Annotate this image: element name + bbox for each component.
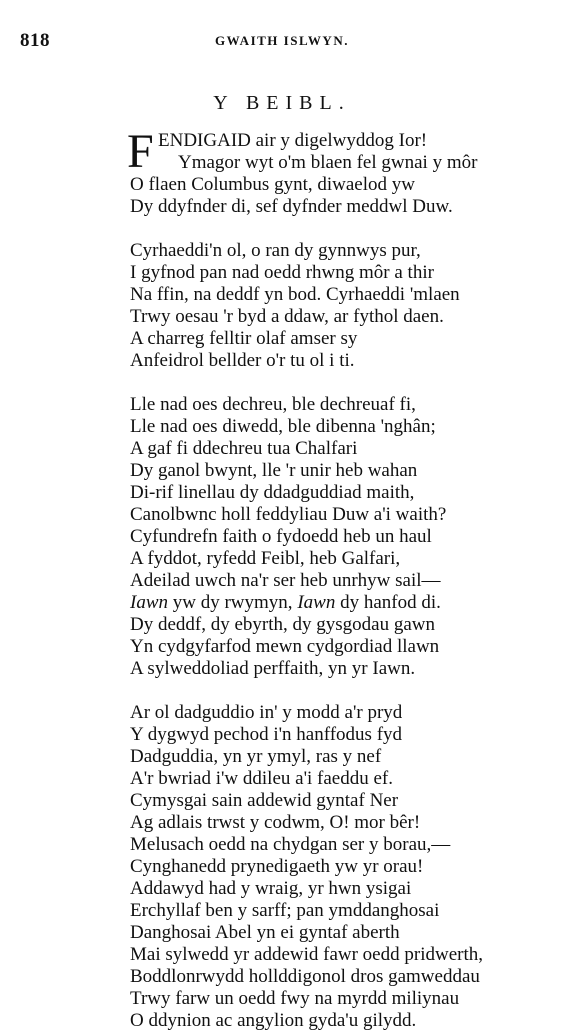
poem-line: Cymysgai sain addewid gyntaf Ner <box>130 790 399 811</box>
poem-line: Trwy farw un oedd fwy na myrdd miliynau <box>130 988 460 1009</box>
poem-line: A charreg felltir olaf amser sy <box>130 328 358 349</box>
poem-line: Dy ganol bwynt, lle 'r unir heb wahan <box>130 460 418 481</box>
stanza-4 <box>130 702 554 1032</box>
stanza-3 <box>130 394 554 680</box>
stanza-2 <box>130 240 554 372</box>
poem-line: Yn cydgyfarfod mewn cydgordiad llawn <box>130 636 440 657</box>
poem-line: Adeilad uwch na'r ser heb unrhyw sail— <box>130 570 441 591</box>
stanza-break <box>130 218 554 240</box>
poem-line: A sylweddoliad perffaith, yn yr Iawn. <box>130 658 416 679</box>
poem-line <box>130 592 554 614</box>
poem-line: Trwy oesau 'r byd a ddaw, ar fythol daen. <box>130 306 444 327</box>
poem-line: Canolbwnc holl feddyliau Duw a'i waith? <box>130 504 447 525</box>
poem-line: Cyrhaeddi'n ol, o ran dy gynnwys pur, <box>130 240 421 261</box>
poem-line: Y dygwyd pechod i'n hanffodus fyd <box>130 724 403 745</box>
poem-line: Addawyd had y wraig, yr hwn ysigai <box>130 878 412 899</box>
stanza-1 <box>127 125 554 218</box>
poem-body <box>127 125 554 1032</box>
page-number: 818 <box>20 30 50 51</box>
line-text: yw dy rwymyn, <box>168 592 298 613</box>
poem-line: Cynghanedd prynedigaeth yw yr orau! <box>130 856 424 877</box>
italic-word: Iawn <box>297 592 336 613</box>
poem-line: A'r bwriad i'w ddileu a'i faeddu ef. <box>130 768 393 789</box>
poem-line: Dy deddf, dy ebyrth, dy gysgodau gawn <box>130 614 436 635</box>
running-head: GWAITH ISLWYN. <box>215 33 349 48</box>
page-header <box>20 30 544 54</box>
italic-word: Iawn <box>130 592 168 613</box>
poem-title: Y BEIBL. <box>213 92 351 114</box>
poem-line: Dadguddia, yn yr ymyl, ras y nef <box>130 746 382 767</box>
poem-line: O flaen Columbus gynt, diwaelod yw <box>130 174 415 195</box>
poem-line: Danghosai Abel yn ei gyntaf aberth <box>130 922 400 943</box>
line-text: dy hanfod di. <box>335 592 441 613</box>
drop-cap: F <box>127 125 154 178</box>
poem-line: A fyddot, ryfedd Feibl, heb Galfari, <box>130 548 401 569</box>
poem-line: Ar ol dadguddio in' y modd a'r pryd <box>130 702 403 723</box>
stanza-break <box>130 372 554 394</box>
poem-line: Erchyllaf ben y sarff; pan ymddanghosai <box>130 900 440 921</box>
poem-line: Mai sylwedd yr addewid fawr oedd pridwerth, <box>130 944 483 965</box>
poem-line: O ddynion ac angylion gyda'u gilydd. <box>130 1010 417 1031</box>
line-text: ENDIGAID air y digelwyddog Ior! <box>158 130 428 151</box>
poem-line: A gaf fi ddechreu tua Chalfari <box>130 438 358 459</box>
stanza-break <box>130 680 554 702</box>
poem-line: Di-rif linellau dy ddadguddiad maith, <box>130 482 415 503</box>
poem-line: Dy ddyfnder di, sef dyfnder meddwl Duw. <box>130 196 453 217</box>
poem-line: Boddlonrwydd hollddigonol dros gamweddau <box>130 966 480 987</box>
poem-line: Melusach oedd na chydgan ser y borau,— <box>130 834 451 855</box>
poem-line: Lle nad oes dechreu, ble dechreuaf fi, <box>130 394 416 415</box>
poem-line: Lle nad oes diwedd, ble dibenna 'nghân; <box>130 416 436 437</box>
poem-line: Anfeidrol bellder o'r tu ol i ti. <box>130 350 355 371</box>
poem-line: Ymagor wyt o'm blaen fel gwnai y môr <box>178 152 478 173</box>
poem-line: Ag adlais trwst y codwm, O! mor bêr! <box>130 812 421 833</box>
poem-line: Na ffin, na deddf yn bod. Cyrhaeddi 'mlaen <box>130 284 460 305</box>
poem-line: I gyfnod pan nad oedd rhwng môr a thir <box>130 262 434 283</box>
poem-line: Cyfundrefn faith o fydoedd heb un haul <box>130 526 432 547</box>
